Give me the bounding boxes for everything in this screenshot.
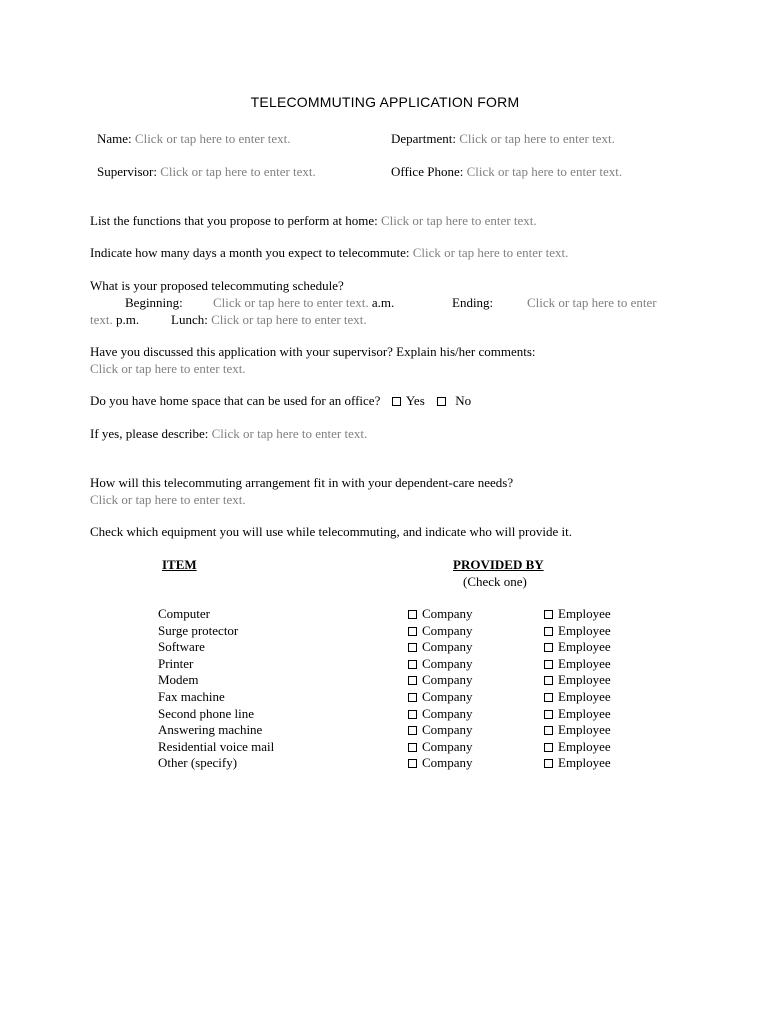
department-input[interactable]: Click or tap here to enter text. <box>459 131 615 146</box>
office-phone-input[interactable]: Click or tap here to enter text. <box>466 164 623 179</box>
company-option[interactable] <box>408 623 473 639</box>
office-phone-field-row <box>391 164 622 180</box>
employee-option[interactable] <box>544 739 611 755</box>
equipment-item-label: Other (specify) <box>158 755 238 770</box>
employee-option[interactable] <box>544 722 611 738</box>
describe-question <box>90 426 367 442</box>
lunch-input[interactable]: Click or tap here to enter text. <box>211 312 367 327</box>
no-checkbox[interactable] <box>437 397 446 406</box>
name-input[interactable]: Click or tap here to enter text. <box>134 131 291 146</box>
employee-label: Employee <box>558 606 611 621</box>
company-label: Company <box>422 706 473 721</box>
employee-checkbox[interactable] <box>544 710 553 719</box>
company-option[interactable] <box>408 706 473 722</box>
employee-option[interactable] <box>544 755 611 771</box>
company-option[interactable] <box>408 689 473 705</box>
pm-label: p.m. <box>116 312 140 327</box>
employee-option[interactable] <box>544 689 611 705</box>
employee-checkbox[interactable] <box>544 610 553 619</box>
employee-checkbox[interactable] <box>544 759 553 768</box>
supervisor-input[interactable]: Click or tap here to enter text. <box>160 164 316 179</box>
company-label: Company <box>422 722 473 737</box>
company-label: Company <box>422 623 473 638</box>
name-label: Name: <box>97 131 132 146</box>
equipment-item-label: Fax machine <box>158 689 225 704</box>
department-label: Department: <box>391 131 456 146</box>
employee-option[interactable] <box>544 623 611 639</box>
company-checkbox[interactable] <box>408 759 417 768</box>
company-option[interactable] <box>408 722 473 738</box>
employee-checkbox[interactable] <box>544 726 553 735</box>
describe-label: If yes, please describe: <box>90 426 209 441</box>
employee-checkbox[interactable] <box>544 743 553 752</box>
lunch-row <box>171 312 367 328</box>
provided-by-column-header: PROVIDED BY <box>453 557 544 572</box>
employee-checkbox[interactable] <box>544 676 553 685</box>
schedule-question: What is your proposed telecommuting schedule? <box>90 278 344 293</box>
days-input[interactable]: Click or tap here to enter text. <box>412 245 569 260</box>
equipment-item-label: Modem <box>158 672 199 687</box>
equipment-item-label: Surge protector <box>158 623 239 638</box>
employee-option[interactable] <box>544 606 611 622</box>
employee-checkbox[interactable] <box>544 643 553 652</box>
equipment-item-label: Second phone line <box>158 706 255 721</box>
dependent-care-question: How will this telecommuting arrangement fit in with your dependent-care needs? <box>90 475 514 490</box>
company-option[interactable] <box>408 639 473 655</box>
company-label: Company <box>422 656 473 671</box>
no-label: No <box>455 393 472 408</box>
equipment-item-label: Computer <box>158 606 210 621</box>
lunch-label: Lunch: <box>171 312 208 327</box>
company-label: Company <box>422 755 473 770</box>
functions-input[interactable]: Click or tap here to enter text. <box>381 213 537 228</box>
company-label: Company <box>422 739 473 754</box>
company-checkbox[interactable] <box>408 643 417 652</box>
home-space-question <box>90 393 471 409</box>
days-label: Indicate how many days a month you expect to telecommute: <box>90 245 410 260</box>
employee-label: Employee <box>558 623 611 638</box>
company-label: Company <box>422 672 473 687</box>
company-checkbox[interactable] <box>408 693 417 702</box>
ending-input[interactable]: Click or tap here to enter <box>527 295 657 310</box>
home-space-label: Do you have home space that can be used for an office? <box>90 393 381 408</box>
form-title: TELECOMMUTING APPLICATION FORM <box>250 94 520 110</box>
employee-label: Employee <box>558 672 611 687</box>
item-column-header: ITEM <box>162 557 197 572</box>
company-checkbox[interactable] <box>408 660 417 669</box>
beginning-time-row <box>213 295 394 311</box>
company-checkbox[interactable] <box>408 710 417 719</box>
am-label: a.m. <box>371 295 395 310</box>
employee-label: Employee <box>558 739 611 754</box>
company-option[interactable] <box>408 656 473 672</box>
company-option[interactable] <box>408 739 473 755</box>
beginning-label: Beginning: <box>125 295 183 310</box>
ending-time-row <box>90 312 139 328</box>
check-one-note: (Check one) <box>463 574 527 589</box>
employee-label: Employee <box>558 639 611 654</box>
name-field-row <box>97 131 291 147</box>
employee-option[interactable] <box>544 672 611 688</box>
employee-label: Employee <box>558 722 611 737</box>
dependent-care-input[interactable]: Click or tap here to enter text. <box>90 492 246 507</box>
company-checkbox[interactable] <box>408 743 417 752</box>
equipment-item-label: Residential voice mail <box>158 739 275 754</box>
company-option[interactable] <box>408 672 473 688</box>
employee-checkbox[interactable] <box>544 660 553 669</box>
supervisor-field-row <box>97 164 316 180</box>
employee-option[interactable] <box>544 639 611 655</box>
company-checkbox[interactable] <box>408 610 417 619</box>
employee-label: Employee <box>558 689 611 704</box>
employee-checkbox[interactable] <box>544 627 553 636</box>
employee-label: Employee <box>558 706 611 721</box>
company-checkbox[interactable] <box>408 726 417 735</box>
equipment-item-label: Answering machine <box>158 722 263 737</box>
company-label: Company <box>422 606 473 621</box>
ending-label: Ending: <box>452 295 494 310</box>
employee-checkbox[interactable] <box>544 693 553 702</box>
equipment-item-label: Software <box>158 639 205 654</box>
supervisor-label: Supervisor: <box>97 164 157 179</box>
functions-label: List the functions that you propose to perform at home: <box>90 213 378 228</box>
company-label: Company <box>422 639 473 654</box>
company-label: Company <box>422 689 473 704</box>
yes-label: Yes <box>405 393 425 408</box>
department-field-row <box>391 131 615 147</box>
employee-option[interactable] <box>544 656 611 672</box>
discussed-question: Have you discussed this application with your supervisor? Explain his/her comments: <box>90 344 536 359</box>
office-phone-label: Office Phone: <box>391 164 464 179</box>
ending-input-continued[interactable]: text. <box>90 312 113 327</box>
employee-option[interactable] <box>544 706 611 722</box>
equipment-instructions: Check which equipment you will use while telecommuting, and indicate who will provide it. <box>90 524 572 539</box>
company-checkbox[interactable] <box>408 676 417 685</box>
days-question <box>90 245 568 261</box>
yes-checkbox[interactable] <box>392 397 401 406</box>
company-option[interactable] <box>408 606 473 622</box>
beginning-input[interactable]: Click or tap here to enter text. <box>213 295 369 310</box>
company-checkbox[interactable] <box>408 627 417 636</box>
functions-question <box>90 213 537 229</box>
employee-label: Employee <box>558 755 611 770</box>
employee-label: Employee <box>558 656 611 671</box>
equipment-item-label: Printer <box>158 656 194 671</box>
company-option[interactable] <box>408 755 473 771</box>
describe-input[interactable]: Click or tap here to enter text. <box>211 426 368 441</box>
discussed-input[interactable]: Click or tap here to enter text. <box>90 361 246 376</box>
